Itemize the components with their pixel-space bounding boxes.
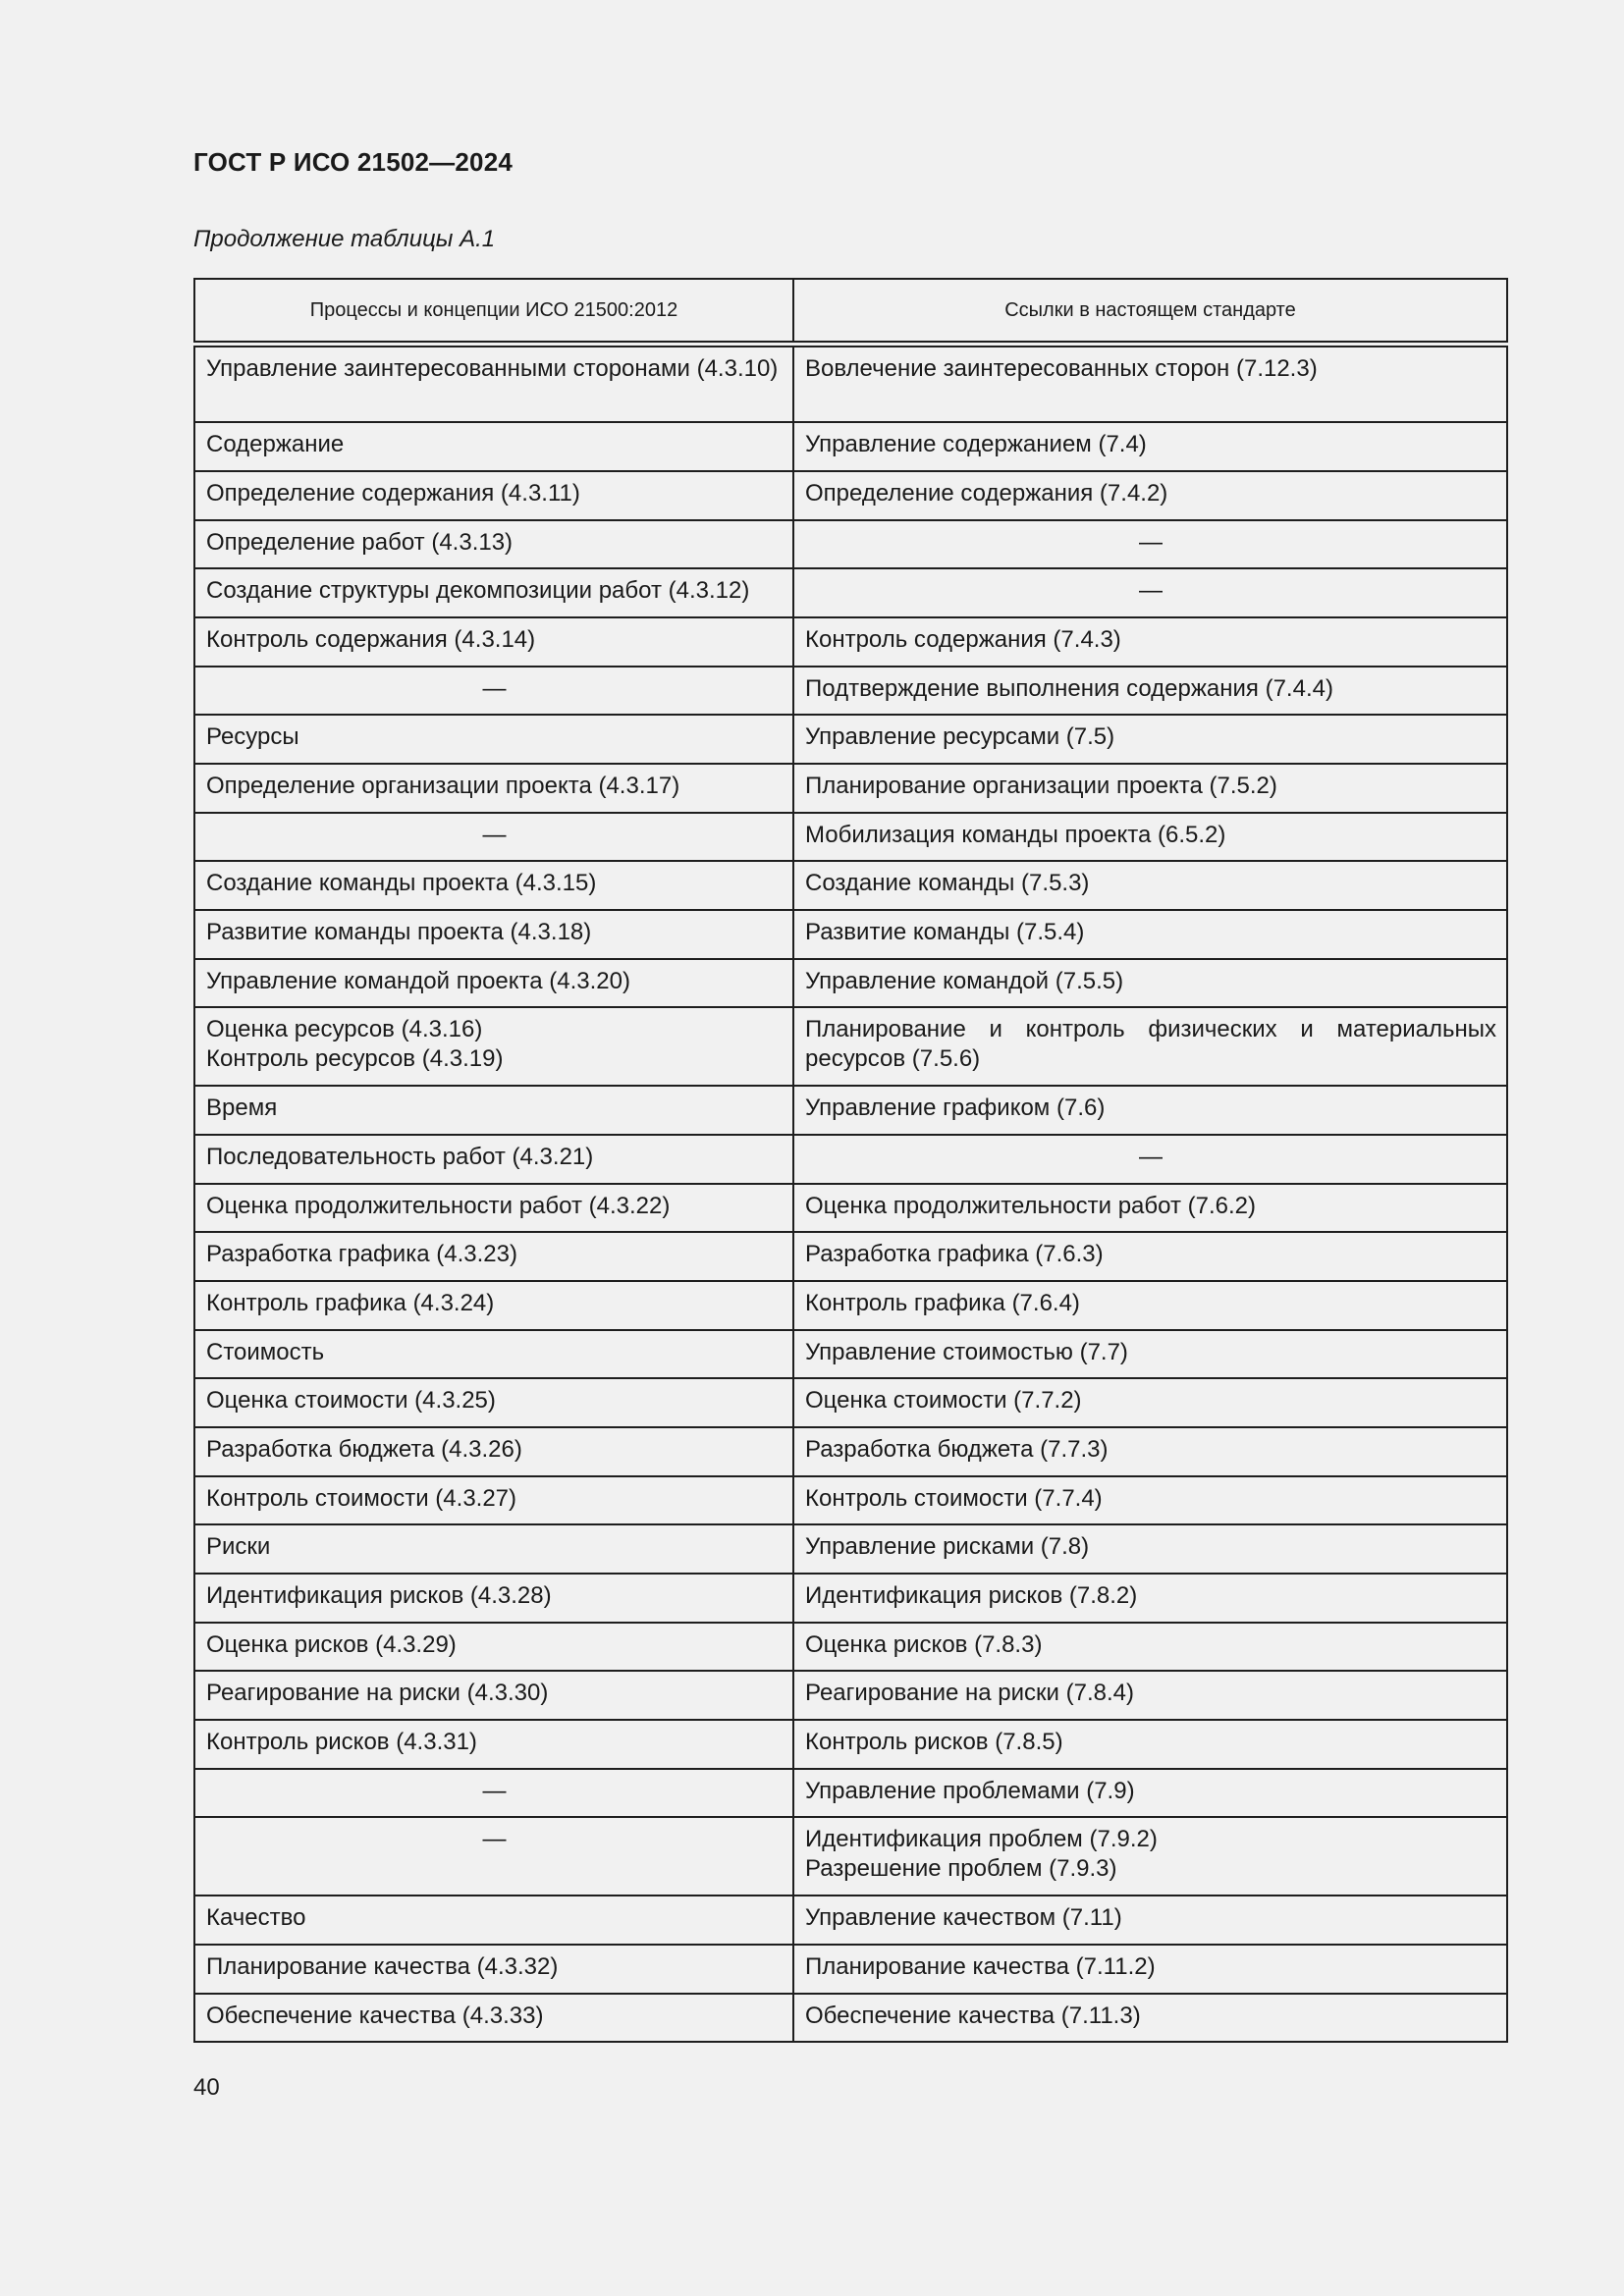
cell-process: Качество: [194, 1896, 793, 1945]
cell-process: Определение организации проекта (4.3.17): [194, 764, 793, 813]
column-header-references: Ссылки в настоящем стандарте: [793, 279, 1507, 345]
cell-reference: Контроль стоимости (7.7.4): [793, 1476, 1507, 1525]
table-row: [194, 1623, 1507, 1672]
table-row: [194, 1086, 1507, 1135]
cell-process: Управление командой проекта (4.3.20): [194, 959, 793, 1008]
table-header-row: [194, 279, 1507, 345]
cell-process: Оценка продолжительности работ (4.3.22): [194, 1184, 793, 1233]
cell-process: Время: [194, 1086, 793, 1135]
table-row: [194, 1281, 1507, 1330]
cell-reference: Контроль рисков (7.8.5): [793, 1720, 1507, 1769]
table-row: [194, 520, 1507, 569]
table-row: [194, 764, 1507, 813]
cell-process: Определение работ (4.3.13): [194, 520, 793, 569]
table-row: [194, 1427, 1507, 1476]
cell-reference: Создание команды (7.5.3): [793, 861, 1507, 910]
cell-reference: Реагирование на риски (7.8.4): [793, 1671, 1507, 1720]
cell-reference: Оценка рисков (7.8.3): [793, 1623, 1507, 1672]
cell-process: Контроль стоимости (4.3.27): [194, 1476, 793, 1525]
cell-process: Оценка ресурсов (4.3.16) Контроль ресурсов (4.3.19): [194, 1007, 793, 1086]
cell-process: —: [194, 667, 793, 716]
cell-reference: Управление проблемами (7.9): [793, 1769, 1507, 1818]
document-code: ГОСТ Р ИСО 21502—2024: [193, 147, 514, 177]
cell-reference: Контроль содержания (7.4.3): [793, 617, 1507, 667]
page-number: 40: [193, 2074, 220, 2101]
table-row: [194, 1994, 1507, 2043]
table-row: [194, 1896, 1507, 1945]
table-row: [194, 1330, 1507, 1379]
cell-reference: Оценка стоимости (7.7.2): [793, 1378, 1507, 1427]
cell-process: Создание команды проекта (4.3.15): [194, 861, 793, 910]
column-header-processes: Процессы и концепции ИСО 21500:2012: [194, 279, 793, 345]
cell-process: Контроль содержания (4.3.14): [194, 617, 793, 667]
cell-reference: Определение содержания (7.4.2): [793, 471, 1507, 520]
table-row: [194, 1378, 1507, 1427]
cell-reference: —: [793, 520, 1507, 569]
cell-process: Последовательность работ (4.3.21): [194, 1135, 793, 1184]
cell-reference: Оценка продолжительности работ (7.6.2): [793, 1184, 1507, 1233]
table-row: [194, 1671, 1507, 1720]
cell-reference: Подтверждение выполнения содержания (7.4.4): [793, 667, 1507, 716]
cell-process: Содержание: [194, 422, 793, 471]
table-body: [194, 345, 1507, 2043]
cell-reference: Управление качеством (7.11): [793, 1896, 1507, 1945]
mapping-table: [193, 278, 1508, 2043]
table-row: [194, 1720, 1507, 1769]
table-row: [194, 861, 1507, 910]
cell-process: Контроль графика (4.3.24): [194, 1281, 793, 1330]
table-row: [194, 667, 1507, 716]
cell-reference: Вовлечение заинтересованных сторон (7.12.3): [793, 345, 1507, 423]
table-row: [194, 617, 1507, 667]
cell-process: —: [194, 1817, 793, 1896]
cell-reference: Контроль графика (7.6.4): [793, 1281, 1507, 1330]
cell-process: Управление заинтересованными сторонами (4.3.10): [194, 345, 793, 423]
cell-process: Планирование качества (4.3.32): [194, 1945, 793, 1994]
table-row: [194, 1945, 1507, 1994]
table-row: [194, 1232, 1507, 1281]
cell-reference: Управление содержанием (7.4): [793, 422, 1507, 471]
table-row: [194, 345, 1507, 423]
cell-process: Идентификация рисков (4.3.28): [194, 1574, 793, 1623]
cell-reference: —: [793, 1135, 1507, 1184]
table-row: [194, 1007, 1507, 1086]
cell-process: Создание структуры декомпозиции работ (4.3.12): [194, 568, 793, 617]
cell-reference: Управление командой (7.5.5): [793, 959, 1507, 1008]
table-row: [194, 1476, 1507, 1525]
cell-reference: Идентификация проблем (7.9.2) Разрешение проблем (7.9.3): [793, 1817, 1507, 1896]
cell-process: Развитие команды проекта (4.3.18): [194, 910, 793, 959]
table-caption: Продолжение таблицы А.1: [193, 226, 496, 252]
cell-reference: Планирование качества (7.11.2): [793, 1945, 1507, 1994]
cell-reference: Разработка бюджета (7.7.3): [793, 1427, 1507, 1476]
cell-process: Стоимость: [194, 1330, 793, 1379]
cell-reference: Управление ресурсами (7.5): [793, 715, 1507, 764]
cell-reference: Обеспечение качества (7.11.3): [793, 1994, 1507, 2043]
cell-process: Обеспечение качества (4.3.33): [194, 1994, 793, 2043]
table-row: [194, 910, 1507, 959]
cell-process: Риски: [194, 1524, 793, 1574]
table-row: [194, 1524, 1507, 1574]
cell-reference: Управление рисками (7.8): [793, 1524, 1507, 1574]
cell-process: Реагирование на риски (4.3.30): [194, 1671, 793, 1720]
cell-reference: Управление стоимостью (7.7): [793, 1330, 1507, 1379]
cell-process: —: [194, 813, 793, 862]
cell-process: —: [194, 1769, 793, 1818]
table-row: [194, 568, 1507, 617]
cell-process: Контроль рисков (4.3.31): [194, 1720, 793, 1769]
cell-process: Оценка стоимости (4.3.25): [194, 1378, 793, 1427]
table-row: [194, 959, 1507, 1008]
cell-process: Определение содержания (4.3.11): [194, 471, 793, 520]
cell-reference: Мобилизация команды проекта (6.5.2): [793, 813, 1507, 862]
table-row: [194, 1574, 1507, 1623]
cell-reference: Идентификация рисков (7.8.2): [793, 1574, 1507, 1623]
cell-reference: Разработка графика (7.6.3): [793, 1232, 1507, 1281]
table-row: [194, 1135, 1507, 1184]
table-row: [194, 1184, 1507, 1233]
table-row: [194, 715, 1507, 764]
cell-process: Разработка графика (4.3.23): [194, 1232, 793, 1281]
table-row: [194, 471, 1507, 520]
cell-reference: Планирование организации проекта (7.5.2): [793, 764, 1507, 813]
cell-process: Ресурсы: [194, 715, 793, 764]
cell-reference: Планирование и контроль физических и материальных ресурсов (7.5.6): [793, 1007, 1507, 1086]
cell-reference: Управление графиком (7.6): [793, 1086, 1507, 1135]
table-row: [194, 813, 1507, 862]
cell-reference: —: [793, 568, 1507, 617]
cell-process: Разработка бюджета (4.3.26): [194, 1427, 793, 1476]
table-row: [194, 1817, 1507, 1896]
table-row: [194, 422, 1507, 471]
cell-reference: Развитие команды (7.5.4): [793, 910, 1507, 959]
table-row: [194, 1769, 1507, 1818]
cell-process: Оценка рисков (4.3.29): [194, 1623, 793, 1672]
